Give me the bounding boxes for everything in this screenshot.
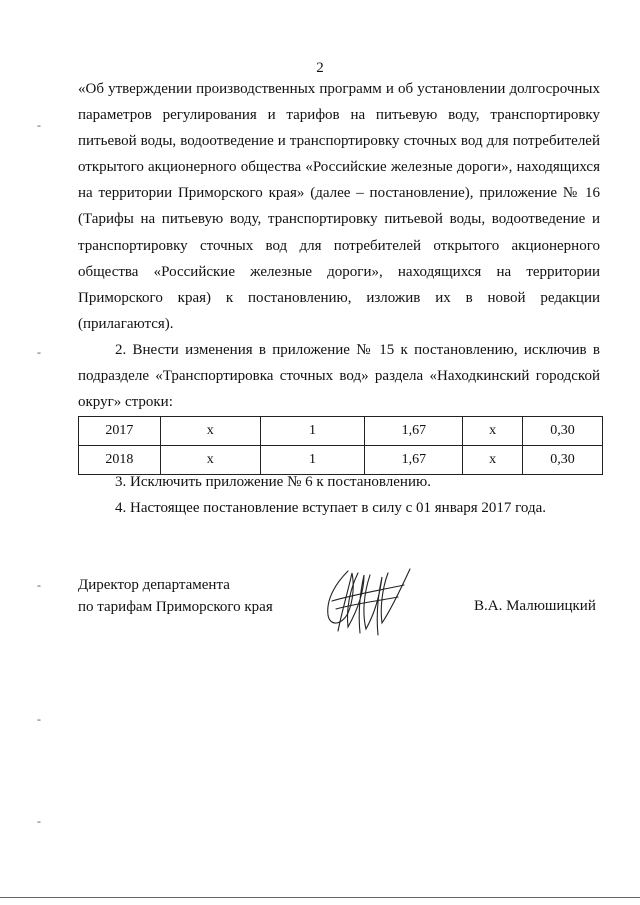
margin-mark: - — [37, 118, 41, 132]
table-row — [79, 417, 603, 446]
table-cell-year: 2017 — [79, 417, 161, 446]
handwritten-signature — [318, 565, 418, 640]
signatory-name: В.А. Малюшицкий — [474, 598, 596, 614]
item-4: 4. Настоящее постановление вступает в силу с 01 января 2017 года. — [115, 500, 547, 516]
table-cell: х — [160, 417, 260, 446]
table-cell: 1 — [260, 446, 365, 475]
paragraph-1: «Об утверждении производственных программ и об установлении долгосрочных параметров регулирования и тарифов на питьевую воду, транспортировку питьевой воды, водоотведение и транспортировку сточных вод для потребителей открытого акционерного общества «Российские железные дороги», находящихся на территории Приморского края» (далее – постановление), приложение № 16 (Тарифы на питьевую воду, транспортировку питьевой воды, водоотведение и транспортировку сточных вод для потребителей открытого акционерного общества «Российские железные дороги», находящихся на территории Приморского края) к постановлению, изложив их в новой редакции (прилагаются). — [78, 81, 600, 332]
margin-mark: - — [37, 712, 41, 726]
page-number: 2 — [316, 60, 324, 76]
table-cell: 1,67 — [365, 417, 463, 446]
tariff-table — [78, 416, 603, 475]
table-cell: х — [463, 417, 523, 446]
margin-mark: - — [37, 345, 41, 359]
table-cell: х — [160, 446, 260, 475]
table-cell: 0,30 — [523, 446, 603, 475]
signatory-position — [78, 574, 273, 618]
margin-mark: - — [37, 578, 41, 592]
bottom-edge-line — [0, 897, 640, 898]
table-cell-year: 2018 — [79, 446, 161, 475]
position-line-1: Директор департамента — [78, 577, 230, 593]
table-cell: 0,30 — [523, 417, 603, 446]
table-cell: х — [463, 446, 523, 475]
margin-mark: - — [37, 814, 41, 828]
item-3: 3. Исключить приложение № 6 к постановлению. — [115, 474, 431, 490]
table-cell: 1,67 — [365, 446, 463, 475]
table-cell: 1 — [260, 417, 365, 446]
paragraph-2: 2. Внести изменения в приложение № 15 к постановлению, исключив в подразделе «Транспортировка сточных вод» раздела «Находкинский городской округ» строки: — [78, 342, 600, 411]
position-line-2: по тарифам Приморского края — [78, 599, 273, 615]
